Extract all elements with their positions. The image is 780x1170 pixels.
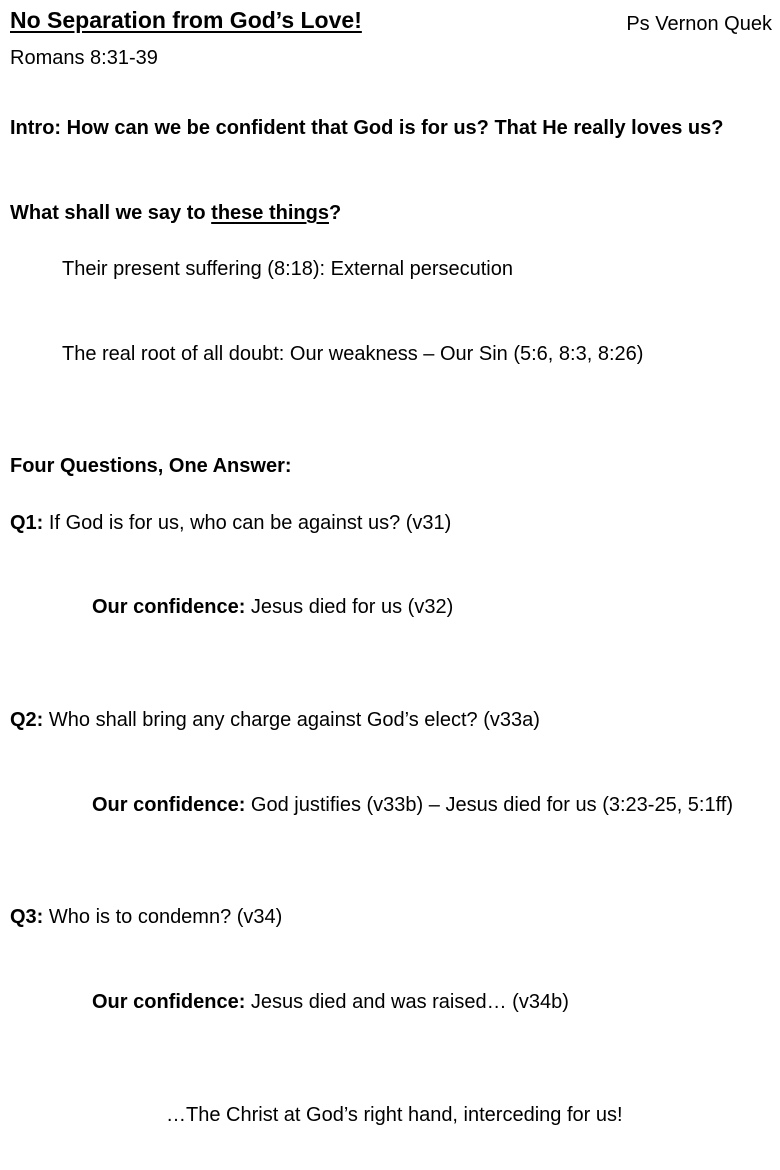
four-questions-heading: Four Questions, One Answer: xyxy=(10,455,292,477)
confidence-1 xyxy=(92,595,453,619)
question-1-text: If God is for us, who can be against us? (v31) xyxy=(43,512,452,534)
page-title: No Separation from God’s Love! xyxy=(10,7,362,33)
confidence-1-text: Jesus died for us (v32) xyxy=(245,596,454,618)
question-2-label: Q2: xyxy=(10,709,44,731)
question-2-text: Who shall bring any charge against God’s elect? (v33a) xyxy=(43,709,540,731)
confidence-3-text: Jesus died and was raised… (v34b) xyxy=(245,991,569,1013)
confidence-1-label: Our confidence: xyxy=(92,596,246,618)
confidence-2-label: Our confidence: xyxy=(92,794,246,816)
confidence-2-text: God justifies (v33b) – Jesus died for us (3:23-25, 5:1ff) xyxy=(245,794,734,816)
question-3-label: Q3: xyxy=(10,906,44,928)
intro-line: Intro: How can we be confident that God is for us? That He really loves us? xyxy=(10,117,724,139)
question-3 xyxy=(10,905,282,929)
question-2 xyxy=(10,708,540,732)
point-root-of-doubt: The real root of all doubt: Our weakness – Our Sin (5:6, 8:3, 8:26) xyxy=(62,343,644,365)
what-shall-underlined: these things xyxy=(211,202,329,224)
speaker-name: Ps Vernon Quek xyxy=(626,13,772,35)
confidence-3 xyxy=(92,990,569,1014)
question-1 xyxy=(10,511,451,535)
confidence-2 xyxy=(92,793,733,817)
point-present-suffering: Their present suffering (8:18): External persecution xyxy=(62,258,513,280)
question-3-text: Who is to condemn? (v34) xyxy=(43,906,283,928)
scripture-reference: Romans 8:31-39 xyxy=(10,47,158,69)
what-shall-suffix: ? xyxy=(328,202,342,224)
closing-line: …The Christ at God’s right hand, interceding for us! xyxy=(166,1104,623,1126)
question-1-label: Q1: xyxy=(10,512,44,534)
what-shall-heading xyxy=(10,201,341,225)
confidence-3-label: Our confidence: xyxy=(92,991,246,1013)
what-shall-prefix: What shall we say to xyxy=(10,202,212,224)
